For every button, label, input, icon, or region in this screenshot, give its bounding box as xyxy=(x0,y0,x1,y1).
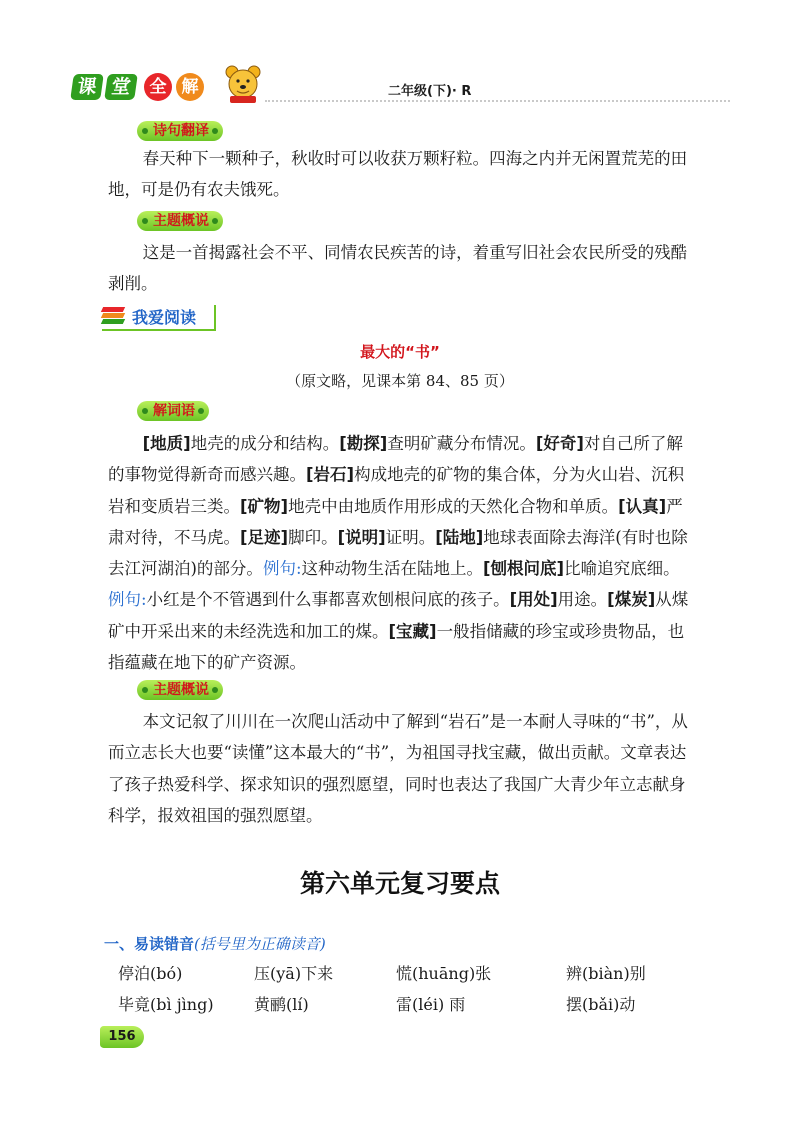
reading-underline xyxy=(102,329,216,331)
vocab-definition: 地球表面除去海洋(有时也除去江河湖泊)的部分。 xyxy=(108,527,688,579)
pronunciation-item: 毕竟(bì jìng) xyxy=(118,995,214,1014)
vocab-term: [用处] xyxy=(509,590,558,610)
pronunciation-item: 停泊(bó) xyxy=(118,964,183,983)
pronunciation-row xyxy=(118,989,718,1020)
logo-char-2: 堂 xyxy=(104,74,138,100)
vocab-definition: 脚印。 xyxy=(288,527,338,547)
tag-vocabulary: 解词语 xyxy=(137,401,209,421)
vocab-definition: 用途。 xyxy=(557,590,608,610)
vocab-definition: 严肃对待，不马虎。 xyxy=(108,496,683,547)
vocab-term: [矿物] xyxy=(240,496,289,516)
pronunciation-sub: (括号里为正确读音) xyxy=(194,935,326,953)
pronunciation-heading xyxy=(104,933,326,954)
pronunciation-item: 慌(huāng)张 xyxy=(396,964,492,983)
logo xyxy=(72,70,262,104)
vocabulary-text xyxy=(108,428,696,678)
pronunciation-item: 雷(léi) 雨 xyxy=(396,995,466,1014)
vocab-term: [足迹] xyxy=(240,527,289,547)
vocab-term: [勘探] xyxy=(339,434,388,453)
vocab-example-label: 例句: xyxy=(262,559,302,579)
vocab-definition: 从煤矿中开采出来的未经洗选和加工的煤。 xyxy=(108,590,689,641)
vocab-term: [刨根问底] xyxy=(483,559,565,579)
vocab-definition: 地壳的成分和结构。 xyxy=(190,434,340,453)
vocab-definition: 一般指储藏的珍宝或珍贵物品，也指蕴藏在地下的矿产资源。 xyxy=(108,621,685,673)
reading-title: 最大的“书” xyxy=(360,343,440,361)
vocab-definition: 比喻追究底细。 xyxy=(564,559,680,579)
reading-theme-text: 本文记叙了川川在一次爬山活动中了解到“岩石”是一本耐人寻味的“书”，从而立志长大也要“读懂”这本最大的“书”，为祖国寻找宝藏，做出贡献。文章表达了孩子热爱科学、探求知识的强烈愿望，同时也表达了我国广大青少年立志献身科学，报效祖国的强烈愿望。 xyxy=(108,712,688,825)
vocab-definition: 构成地壳的矿物的集合体，分为火山岩、沉积岩和变质岩三类。 xyxy=(108,465,685,516)
pronunciation-head: 一、易读错音 xyxy=(104,935,195,953)
tag-reading-theme: 主题概说 xyxy=(137,680,223,700)
logo-char-4: 解 xyxy=(176,73,204,101)
poem-theme-text: 这是一首揭露社会不平、同情农民疾苦的诗，着重写旧社会农民所受的残酷剥削。 xyxy=(108,243,688,294)
vocab-definition: 证明。 xyxy=(385,527,436,547)
page-number: 156 xyxy=(100,1026,144,1048)
reading-sideline xyxy=(214,305,216,331)
vocab-term: [宝藏] xyxy=(388,621,437,641)
pronunciation-row xyxy=(118,958,718,989)
vocab-definition: 地壳中由地质作用形成的天然化合物和单质。 xyxy=(288,496,619,516)
vocab-example: 小红是个不管遇到什么事都喜欢刨根问底的孩子。 xyxy=(146,590,510,610)
reading-section-header xyxy=(102,305,216,329)
tag-poem-theme: 主题概说 xyxy=(137,211,223,231)
vocab-term: [地质] xyxy=(142,434,191,453)
vocab-definition: 对自己所了解的事物觉得新奇而感兴趣。 xyxy=(108,434,683,485)
pronunciation-item: 辨(biàn)别 xyxy=(566,964,646,983)
pronunciation-item: 摆(bǎi)动 xyxy=(566,995,636,1014)
vocab-term: [岩石] xyxy=(306,465,355,485)
vocab-definition: 查明矿藏分布情况。 xyxy=(387,434,536,453)
logo-char-1: 课 xyxy=(70,74,104,100)
poem-translation-text: 春天种下一颗种子，秋收时可以收获万颗籽粒。四海之内并无闲置荒芜的田地，可是仍有农夫饿死。 xyxy=(108,149,688,200)
bear-mascot-icon xyxy=(222,62,264,104)
reading-label: 我爱阅读 xyxy=(132,308,197,327)
vocab-term: [好奇] xyxy=(535,434,584,453)
logo-char-3: 全 xyxy=(144,73,172,101)
page-header xyxy=(70,70,730,110)
vocab-term: [煤炭] xyxy=(607,590,656,610)
vocab-term: [说明] xyxy=(337,527,386,547)
vocab-term: [认真] xyxy=(618,496,667,516)
tag-poem-translation: 诗句翻译 xyxy=(137,121,223,141)
stripes-icon xyxy=(102,307,124,325)
vocab-term: [陆地] xyxy=(435,527,484,547)
unit-title: 第六单元复习要点 xyxy=(299,869,500,898)
header-divider xyxy=(265,100,730,102)
vocab-example-label: 例句: xyxy=(108,590,147,610)
pronunciation-item: 压(yā)下来 xyxy=(254,964,334,983)
pronunciation-grid xyxy=(118,958,718,1020)
vocab-example: 这种动物生活在陆地上。 xyxy=(301,559,483,579)
reading-note: （原文略，见课本第 84、85 页） xyxy=(286,372,514,390)
grade-label: 二年级(下)· R xyxy=(388,84,472,99)
pronunciation-item: 黄鹂(lí) xyxy=(254,995,309,1014)
